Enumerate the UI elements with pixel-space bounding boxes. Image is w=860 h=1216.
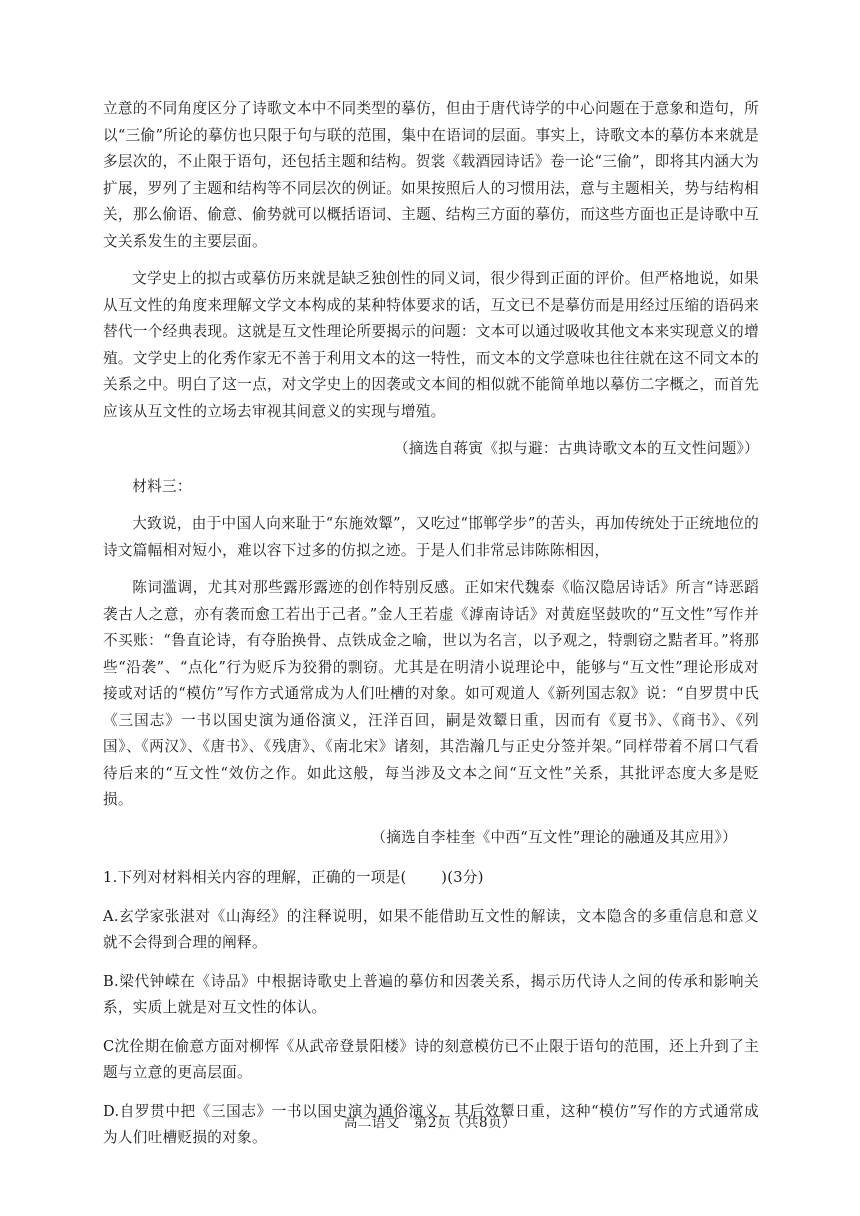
source-citation-1: （摘选自蒋寅《拟与避：古典诗歌文本的互文性问题》） [393, 440, 759, 457]
page-footer: 高二语文 第2页（共8页） [343, 1115, 517, 1131]
option-d: D.自罗贯中把《三国志》一书以国史演为通俗演义，其后效颦日重，这种“模仿”写作的方式通常成为人们吐槽贬损的对象。 [103, 1102, 759, 1146]
material-three-heading: 材料三： [132, 477, 192, 495]
page-content [103, 96, 759, 1152]
option-a: A.玄学家张湛对《山海经》的注释说明，如果不能借助互文性的解读，文本隐含的多重信息和意义就不会得到合理的阐释。 [103, 907, 759, 951]
paragraph-4: 陈词滥调，尤其对那些露形露迹的创作特别反感。正如宋代魏泰《临汉隐居诗话》所言“诗恶蹈袭古人之意，亦有袭而愈工若出于己者。”金人王若虚《滹南诗话》对黄庭坚鼓吹的“互文性”写作并不买账：“鲁直论诗，有夺胎换骨、点铁成金之喻，世以为名言，以予观之，特剽窃之黠者耳。”将那些“沿袭”、“点化”行为贬斥为狡猾的剽窃。尤其是在明清小说理论中，能够与“互文性”理论形成对接或对话的“模仿”写作方式通常成为人们吐槽的对象。如可观道人《新列国志叙》说：“自罗贯中氏《三国志》一书以国史演为通俗演义，汪洋百回，嗣是效颦日重，因而有《夏书》、《商书》、《列国》、《两汉》、《唐书》、《残唐》、《南北宋》诸刻，其浩瀚几与正史分签并架。”同样带着不屑口气看待后来的“互文性“效仿之作。如此这般，每当涉及文本之间“互文性”关系，其批评态度大多是贬损。 [103, 579, 759, 808]
source-citation-2: （摘选自李桂奎《中西“互文性”理论的融通及其应用》） [371, 828, 737, 846]
option-c: C沈佺期在偷意方面对柳恽《从武帝登景阳楼》诗的刻意模仿已不止限于语句的范围，还上升到了主题与立意的更高层面。 [103, 1037, 759, 1081]
paragraph-3: 大致说，由于中国人向来耻于“东施效颦”，又吃过“邯郸学步”的苦头，再加传统处于正统地位的诗文篇幅相对短小，难以容下过多的仿拟之迹。于是人们非常忌讳陈陈相因， [103, 515, 759, 559]
paragraph-1: 立意的不同角度区分了诗歌文本中不同类型的摹仿，但由于唐代诗学的中心问题在于意象和造句，所以“三偷”所论的摹仿也只限于句与联的范围，集中在语词的层面。事实上，诗歌文本的摹仿本来就是多层次的，不止限于语句，还包括主题和结构。贺裳《载酒园诗话》卷一论“三偷”，即将其内涵大为扩展，罗列了主题和结构等不同层次的例证。如果按照后人的习惯用法，意与主题相关，势与结构相关，那么偷语、偷意、偷势就可以概括语词、主题、结构三方面的摹仿，而这些方面也正是诗歌中互文关系发生的主要层面。 [103, 100, 759, 250]
paragraph-2: 文学史上的拟古或摹仿历来就是缺乏独创性的同义词，很少得到正面的评价。但严格地说，如果从互文性的角度来理解文学文本构成的某种特体要求的话，互文已不是摹仿而是用经过压缩的语码来替代一个经典表现。这就是互文性理论所要揭示的问题：文本可以通过吸收其他文本来实现意义的增殖。文学史上的化秀作家无不善于利用文本的这一特性，而文本的文学意味也往往就在这不同文本的关系之中。明白了这一点，对文学史上的因袭或文本间的相似就不能简单地以摹仿二字概之，而首先应该从互文性的立场去审视其间意义的实现与增殖。 [103, 270, 759, 420]
question-stem: 1.下列对材料相关内容的理解，正确的一项是( )(3分) [103, 869, 484, 886]
option-b: B.梁代钟嵘在《诗品》中根据诗歌史上普遍的摹仿和因袭关系，揭示历代诗人之间的传承和影响关系，实质上就是对互文性的体认。 [103, 972, 759, 1016]
